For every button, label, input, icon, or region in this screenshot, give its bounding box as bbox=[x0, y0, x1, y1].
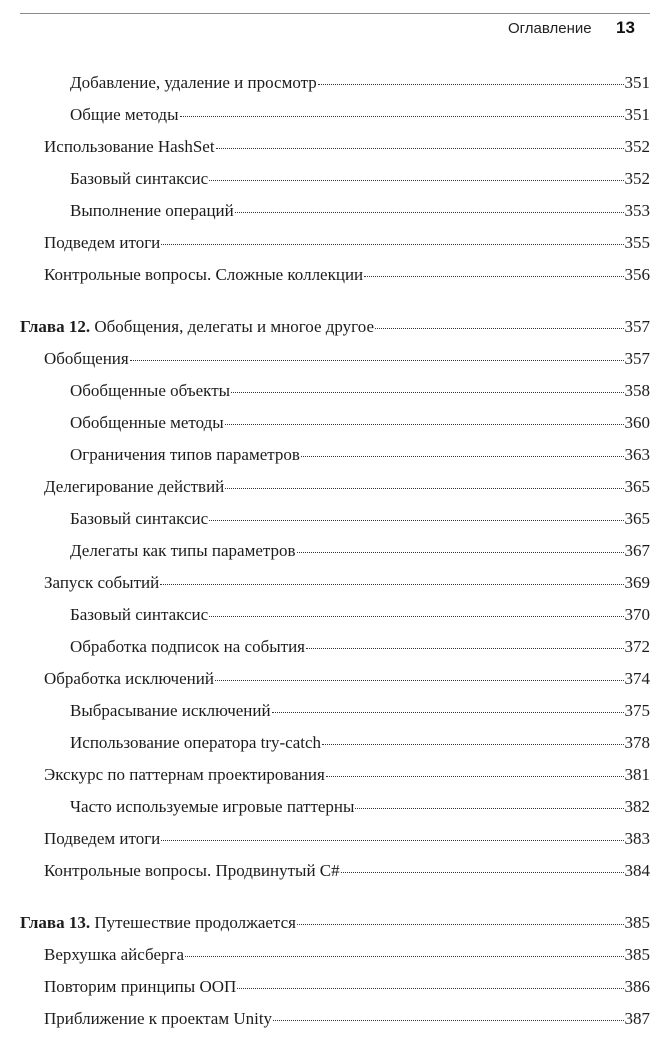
dot-leader bbox=[209, 615, 623, 617]
toc-entry-page: 351 bbox=[624, 73, 650, 92]
toc-entry-page: 385 bbox=[624, 945, 650, 964]
toc-entry-page: 382 bbox=[624, 797, 650, 816]
dot-leader bbox=[161, 839, 623, 841]
toc-entry-title: Обработка подписок на события bbox=[70, 637, 305, 656]
toc-entry-page: 370 bbox=[624, 605, 650, 624]
toc-entry bbox=[70, 508, 650, 530]
toc-entry-title: Экскурс по паттернам проектирования bbox=[44, 765, 325, 784]
toc-entry bbox=[44, 136, 650, 158]
toc-entry-title: Использование HashSet bbox=[44, 137, 215, 156]
dot-leader bbox=[216, 147, 624, 149]
toc-entry-page: 352 bbox=[624, 137, 650, 156]
toc-entry-title: Подведем итоги bbox=[44, 829, 161, 848]
toc-entry-title: Обобщения bbox=[44, 349, 129, 368]
toc-entry-title: Подведем итоги bbox=[44, 233, 161, 252]
toc-entry-page: 385 bbox=[624, 913, 650, 932]
toc-entry-title: Выбрасывание исключений bbox=[70, 701, 271, 720]
toc-entry-page: 357 bbox=[624, 349, 650, 368]
toc-entry-title: Базовый синтаксис bbox=[70, 605, 209, 624]
running-header-page-number: 13 bbox=[616, 18, 635, 37]
toc-entry-title: Контрольные вопросы. Продвинутый C# bbox=[44, 861, 340, 880]
toc-chapter-entry bbox=[20, 316, 650, 338]
toc-entry-page: 363 bbox=[624, 445, 650, 464]
toc-entry-page: 381 bbox=[624, 765, 650, 784]
toc-entry-page: 360 bbox=[624, 413, 650, 432]
dot-leader bbox=[160, 583, 623, 585]
toc-entry bbox=[44, 232, 650, 254]
toc-entry-title: Запуск событий bbox=[44, 573, 160, 592]
toc-entry bbox=[70, 380, 650, 402]
toc-entry-page: 369 bbox=[624, 573, 650, 592]
toc-entry-title: Контрольные вопросы. Сложные коллекции bbox=[44, 265, 364, 284]
toc-chapter-title bbox=[20, 316, 374, 338]
dot-leader bbox=[161, 243, 623, 245]
toc-entry-page: 358 bbox=[624, 381, 650, 400]
toc-entry-title: Базовый синтаксис bbox=[70, 509, 209, 528]
running-header-title: Оглавление bbox=[508, 20, 592, 37]
toc-entry bbox=[70, 604, 650, 626]
toc-entry bbox=[44, 572, 650, 594]
toc-entry-page: 387 bbox=[624, 1009, 650, 1028]
toc-entry bbox=[70, 540, 650, 562]
toc-entry bbox=[44, 860, 650, 882]
toc-entry bbox=[70, 412, 650, 434]
toc-entry bbox=[44, 668, 650, 690]
toc-entry-page: 351 bbox=[624, 105, 650, 124]
toc-entry-title: Делегирование действий bbox=[44, 477, 225, 496]
toc-entry-page: 365 bbox=[624, 477, 650, 496]
toc-entry-title: Повторим принципы ООП bbox=[44, 977, 237, 996]
toc-entry-page: 365 bbox=[624, 509, 650, 528]
chapter-number: Глава 12. bbox=[20, 317, 91, 336]
toc-entry-page: 367 bbox=[624, 541, 650, 560]
toc-entry-page: 383 bbox=[624, 829, 650, 848]
toc-entry-title: Обработка исключений bbox=[44, 669, 214, 688]
dot-leader bbox=[273, 1019, 623, 1021]
toc-entry bbox=[44, 264, 650, 286]
dot-leader bbox=[225, 423, 624, 425]
dot-leader bbox=[364, 275, 623, 277]
toc-entry-title: Ограничения типов параметров bbox=[70, 445, 300, 464]
dot-leader bbox=[341, 871, 624, 873]
toc-entry bbox=[70, 168, 650, 190]
toc-entry bbox=[70, 700, 650, 722]
dot-leader bbox=[272, 711, 624, 713]
dot-leader bbox=[180, 115, 624, 117]
dot-leader bbox=[301, 455, 624, 457]
header-rule bbox=[20, 13, 650, 14]
toc-entry bbox=[70, 796, 650, 818]
toc-entry bbox=[44, 976, 650, 998]
toc-entry bbox=[44, 476, 650, 498]
dot-leader bbox=[297, 923, 624, 925]
dot-leader bbox=[322, 743, 623, 745]
dot-leader bbox=[185, 955, 623, 957]
dot-leader bbox=[209, 179, 623, 181]
toc-entry bbox=[70, 200, 650, 222]
toc-entry-page: 353 bbox=[624, 201, 650, 220]
dot-leader bbox=[209, 519, 623, 521]
toc-entry-page: 378 bbox=[624, 733, 650, 752]
toc-entry-page: 374 bbox=[624, 669, 650, 688]
chapter-number: Глава 13. bbox=[20, 913, 91, 932]
dot-leader bbox=[306, 647, 624, 649]
toc-entry-page: 356 bbox=[624, 265, 650, 284]
dot-leader bbox=[130, 359, 624, 361]
toc-entry bbox=[44, 1008, 650, 1030]
toc-entry bbox=[70, 104, 650, 126]
dot-leader bbox=[355, 807, 623, 809]
toc-entry-title: Выполнение операций bbox=[70, 201, 234, 220]
toc-entry bbox=[44, 764, 650, 786]
toc-entry-title: Приближение к проектам Unity bbox=[44, 1009, 273, 1028]
toc-entry-page: 384 bbox=[624, 861, 650, 880]
dot-leader bbox=[318, 83, 624, 85]
toc-entry bbox=[44, 944, 650, 966]
dot-leader bbox=[297, 551, 624, 553]
toc-entry-page: 352 bbox=[624, 169, 650, 188]
toc-entry bbox=[44, 828, 650, 850]
toc-entry-title: Общие методы bbox=[70, 105, 179, 124]
toc-entry bbox=[70, 444, 650, 466]
dot-leader bbox=[231, 391, 623, 393]
toc-chapter-entry bbox=[20, 912, 650, 934]
toc-entry-page: 375 bbox=[624, 701, 650, 720]
toc-entry-title: Часто используемые игровые паттерны bbox=[70, 797, 355, 816]
toc-entry-title: Обобщенные объекты bbox=[70, 381, 231, 400]
toc-entry-page: 357 bbox=[624, 317, 650, 336]
toc-entry-page: 386 bbox=[624, 977, 650, 996]
dot-leader bbox=[326, 775, 624, 777]
toc-entry-title: Использование оператора try-catch bbox=[70, 733, 322, 752]
toc-entry bbox=[70, 732, 650, 754]
chapter-name: Обобщения, делегаты и многое другое bbox=[94, 317, 374, 336]
dot-leader bbox=[375, 327, 624, 329]
toc-entry-page: 372 bbox=[624, 637, 650, 656]
toc-entry-title: Делегаты как типы параметров bbox=[70, 541, 296, 560]
dot-leader bbox=[235, 211, 624, 213]
toc-entry-title: Обобщенные методы bbox=[70, 413, 224, 432]
chapter-name: Путешествие продолжается bbox=[94, 913, 296, 932]
toc-entry bbox=[70, 72, 650, 94]
dot-leader bbox=[225, 487, 623, 489]
dot-leader bbox=[237, 987, 623, 989]
toc-entry bbox=[70, 636, 650, 658]
toc-chapter-title bbox=[20, 912, 296, 934]
toc-entry-page: 355 bbox=[624, 233, 650, 252]
toc-entry bbox=[44, 348, 650, 370]
dot-leader bbox=[215, 679, 624, 681]
toc-entry-title: Верхушка айсберга bbox=[44, 945, 185, 964]
toc-entry-title: Добавление, удаление и просмотр bbox=[70, 73, 317, 92]
toc-entry-title: Базовый синтаксис bbox=[70, 169, 209, 188]
